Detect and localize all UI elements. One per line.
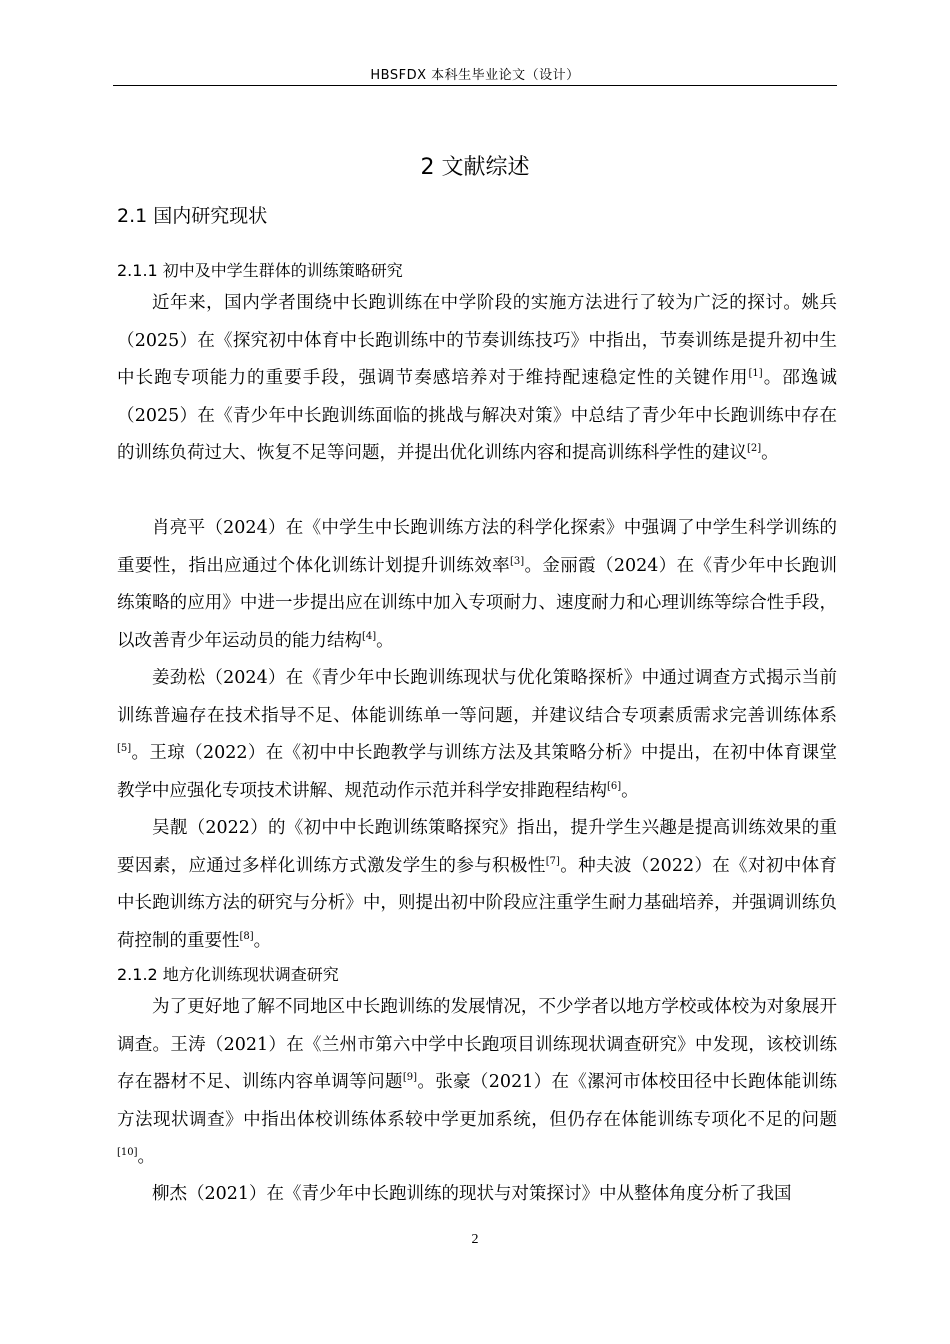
paragraph-4 bbox=[117, 810, 837, 960]
paragraph-text: 。 bbox=[376, 630, 394, 651]
paragraph-6 bbox=[117, 1176, 837, 1214]
page-number: 2 bbox=[471, 1232, 479, 1247]
paragraph-text: 肖亮平（2024）在《中学生中长跑训练方法的科学化探索》中强调了中学生科学训练的重要性，指出应通过个体化训练计划提升训练效率 bbox=[117, 518, 837, 576]
running-header: HBSFDX 本科生毕业论文（设计） bbox=[370, 68, 580, 83]
subsection-heading-2-1-2: 2.1.2 地方化训练现状调查研究 bbox=[117, 965, 339, 984]
header-rule bbox=[113, 85, 837, 86]
paragraph-text: 。 bbox=[137, 1147, 156, 1168]
citation-ref: [4] bbox=[362, 630, 377, 642]
paragraph-1 bbox=[117, 285, 837, 473]
paragraph-text: 。邵逸诚（2025）在《青少年中长跑训练面临的挑战与解决对策》中总结了青少年中长跑训练中存在的训练负荷过大、恢复不足等问题，并提出优化训练内容和提高训练科学性的建议 bbox=[117, 368, 838, 464]
citation-ref: [6] bbox=[607, 780, 622, 792]
paragraph-text: 为了更好地了解不同地区中长跑训练的发展情况，不少学者以地方学校或体校为对象展开调查。王涛（2021）在《兰州市第六中学中长跑项目训练现状调查研究》中发现，该校训练存在器材不足、训练内容单调等问题 bbox=[117, 997, 837, 1093]
paragraph-text: 。种夫波（2022）在《对初中体育中长跑训练方法的研究与分析》中，则提出初中阶段应注重学生耐力基础培养，并强调训练负荷控制的重要性 bbox=[117, 855, 837, 951]
paragraph-text: 姜劲松（2024）在《青少年中长跑训练现状与优化策略探析》中通过调查方式揭示当前训练普遍存在技术指导不足、体能训练单一等问题，并建议结合专项素质需求完善训练体系 bbox=[117, 668, 837, 726]
citation-ref: [5] bbox=[117, 743, 132, 755]
paragraph-text: 。 bbox=[761, 443, 779, 464]
paragraph-text: 。 bbox=[621, 780, 639, 801]
subsection-heading-2-1-1: 2.1.1 初中及中学生群体的训练策略研究 bbox=[117, 261, 403, 280]
citation-ref: [1] bbox=[748, 368, 763, 380]
paragraph-3 bbox=[117, 660, 837, 810]
citation-ref: [2] bbox=[747, 443, 762, 455]
paragraph-text: 。张豪（2021）在《漯河市体校田径中长跑体能训练方法现状调查》中指出体校训练体系较中学更加系统，但仍存在体能训练专项化不足的问题 bbox=[117, 1072, 837, 1130]
citation-ref: [8] bbox=[239, 930, 254, 942]
paragraph-text: 吴靓（2022）的《初中中长跑训练策略探究》指出，提升学生兴趣是提高训练效果的重要因素，应通过多样化训练方式激发学生的参与积极性 bbox=[117, 818, 837, 876]
paragraph-text: 近年来，国内学者围绕中长跑训练在中学阶段的实施方法进行了较为广泛的探讨。姚兵（2025）在《探究初中体育中长跑训练中的节奏训练技巧》中指出，节奏训练是提升初中生中长跑专项能力的重要手段，强调节奏感培养对于维持配速稳定性的关键作用 bbox=[117, 293, 837, 389]
citation-ref: [7] bbox=[545, 855, 560, 867]
paragraph-5 bbox=[117, 989, 837, 1177]
paragraph-text: 。 bbox=[253, 930, 272, 951]
chapter-title: 2 文献综述 bbox=[420, 155, 530, 180]
section-heading: 2.1 国内研究现状 bbox=[117, 205, 268, 227]
paragraph-2 bbox=[117, 510, 837, 660]
paragraph-text: 柳杰（2021）在《青少年中长跑训练的现状与对策探讨》中从整体角度分析了我国 bbox=[152, 1184, 792, 1204]
paragraph-text: 。金丽霞（2024）在《青少年中长跑训练策略的应用》中进一步提出应在训练中加入专项耐力、速度耐力和心理训练等综合性手段，以改善青少年运动员的能力结构 bbox=[117, 555, 837, 651]
paragraph-text: 。王琼（2022）在《初中中长跑教学与训练方法及其策略分析》中提出，在初中体育课堂教学中应强化专项技术讲解、规范动作示范并科学安排跑程结构 bbox=[117, 743, 837, 801]
citation-ref: [10] bbox=[117, 1147, 138, 1159]
citation-ref: [9] bbox=[402, 1072, 417, 1084]
citation-ref: [3] bbox=[509, 555, 525, 567]
